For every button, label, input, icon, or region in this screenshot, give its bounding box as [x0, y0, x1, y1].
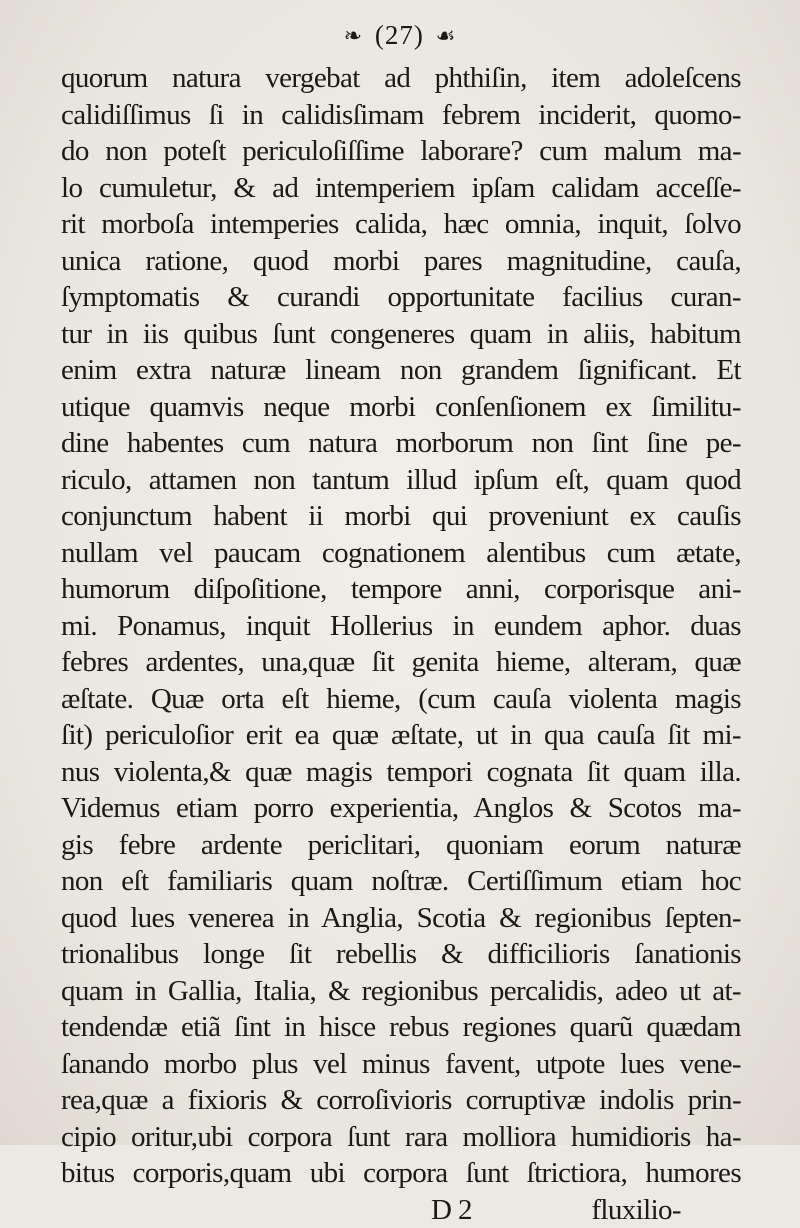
body-text [61, 60, 741, 1228]
text-line: quorum natura vergebat ad phthiſin, item adoleſcens [61, 60, 741, 97]
text-line: nus violenta,& quæ magis tempori cognata ſit quam illa. [61, 754, 741, 791]
text-line: quod lues venerea in Anglia, Scotia & regionibus ſepten- [61, 900, 741, 937]
text-line: rit morboſa intemperies calida, hæc omnia, inquit, ſolvo [61, 206, 741, 243]
text-line: dine habentes cum natura morborum non ſint ſine pe- [61, 425, 741, 462]
page-number: (27) [375, 20, 424, 51]
text-line: tendendæ etiã ſint in hisce rebus regiones quarũ quædam [61, 1009, 741, 1046]
text-line: nullam vel paucam cognationem alentibus cum ætate, [61, 535, 741, 572]
text-line: lo cumuletur, & ad intemperiem ipſam calidam acceſſe- [61, 170, 741, 207]
catchword: fluxilio- [591, 1192, 681, 1228]
text-line: conjunctum habent ii morbi qui proveniunt ex cauſis [61, 498, 741, 535]
text-line: bitus corporis,quam ubi corpora ſunt ſtrictiora, humores [61, 1155, 741, 1192]
text-line: enim extra naturæ lineam non grandem ſignificant. Et [61, 352, 741, 389]
text-line: tur in iis quibus ſunt congeneres quam in aliis, habitum [61, 316, 741, 353]
text-line: ſit) periculoſior erit ea quæ æſtate, ut in qua cauſa ſit mi- [61, 717, 741, 754]
text-line: rea,quæ a fixioris & corroſivioris corruptivæ indolis prin- [61, 1082, 741, 1119]
text-line: quam in Gallia, Italia, & regionibus percalidis, adeo ut at- [61, 973, 741, 1010]
text-line: riculo, attamen non tantum illud ipſum eſt, quam quod [61, 462, 741, 499]
text-line: cipio oritur,ubi corpora ſunt rara molliora humidioris ha- [61, 1119, 741, 1156]
text-line: unica ratione, quod morbi pares magnitudine, cauſa, [61, 243, 741, 280]
page-header [0, 18, 800, 51]
text-line: æſtate. Quæ orta eſt hieme, (cum cauſa violenta magis [61, 681, 741, 718]
text-line: Videmus etiam porro experientia, Anglos & Scotos ma- [61, 790, 741, 827]
signature-mark: D 2 [431, 1192, 472, 1228]
text-line: febres ardentes, una,quæ ſit genita hieme, alteram, quæ [61, 644, 741, 681]
text-line: utique quamvis neque morbi conſenſionem ex ſimilitu- [61, 389, 741, 426]
text-line: calidiſſimus ſi in calidisſimam febrem inciderit, quomo- [61, 97, 741, 134]
left-ornament-icon: ❧ [344, 23, 363, 49]
text-line: gis febre ardente periclitari, quoniam eorum naturæ [61, 827, 741, 864]
footer-line [61, 1192, 741, 1228]
text-line: do non poteſt periculoſiſſime laborare? cum malum ma- [61, 133, 741, 170]
text-line: ſymptomatis & curandi opportunitate facilius curan- [61, 279, 741, 316]
text-line: ſanando morbo plus vel minus favent, utpote lues vene- [61, 1046, 741, 1083]
right-ornament-icon: ☙ [436, 23, 457, 49]
text-line: trionalibus longe ſit rebellis & difficilioris ſanationis [61, 936, 741, 973]
text-line: mi. Ponamus, inquit Hollerius in eundem aphor. duas [61, 608, 741, 645]
text-line: non eſt familiaris quam noſtræ. Certiſſimum etiam hoc [61, 863, 741, 900]
text-line: humorum diſpoſitione, tempore anni, corporisque ani- [61, 571, 741, 608]
